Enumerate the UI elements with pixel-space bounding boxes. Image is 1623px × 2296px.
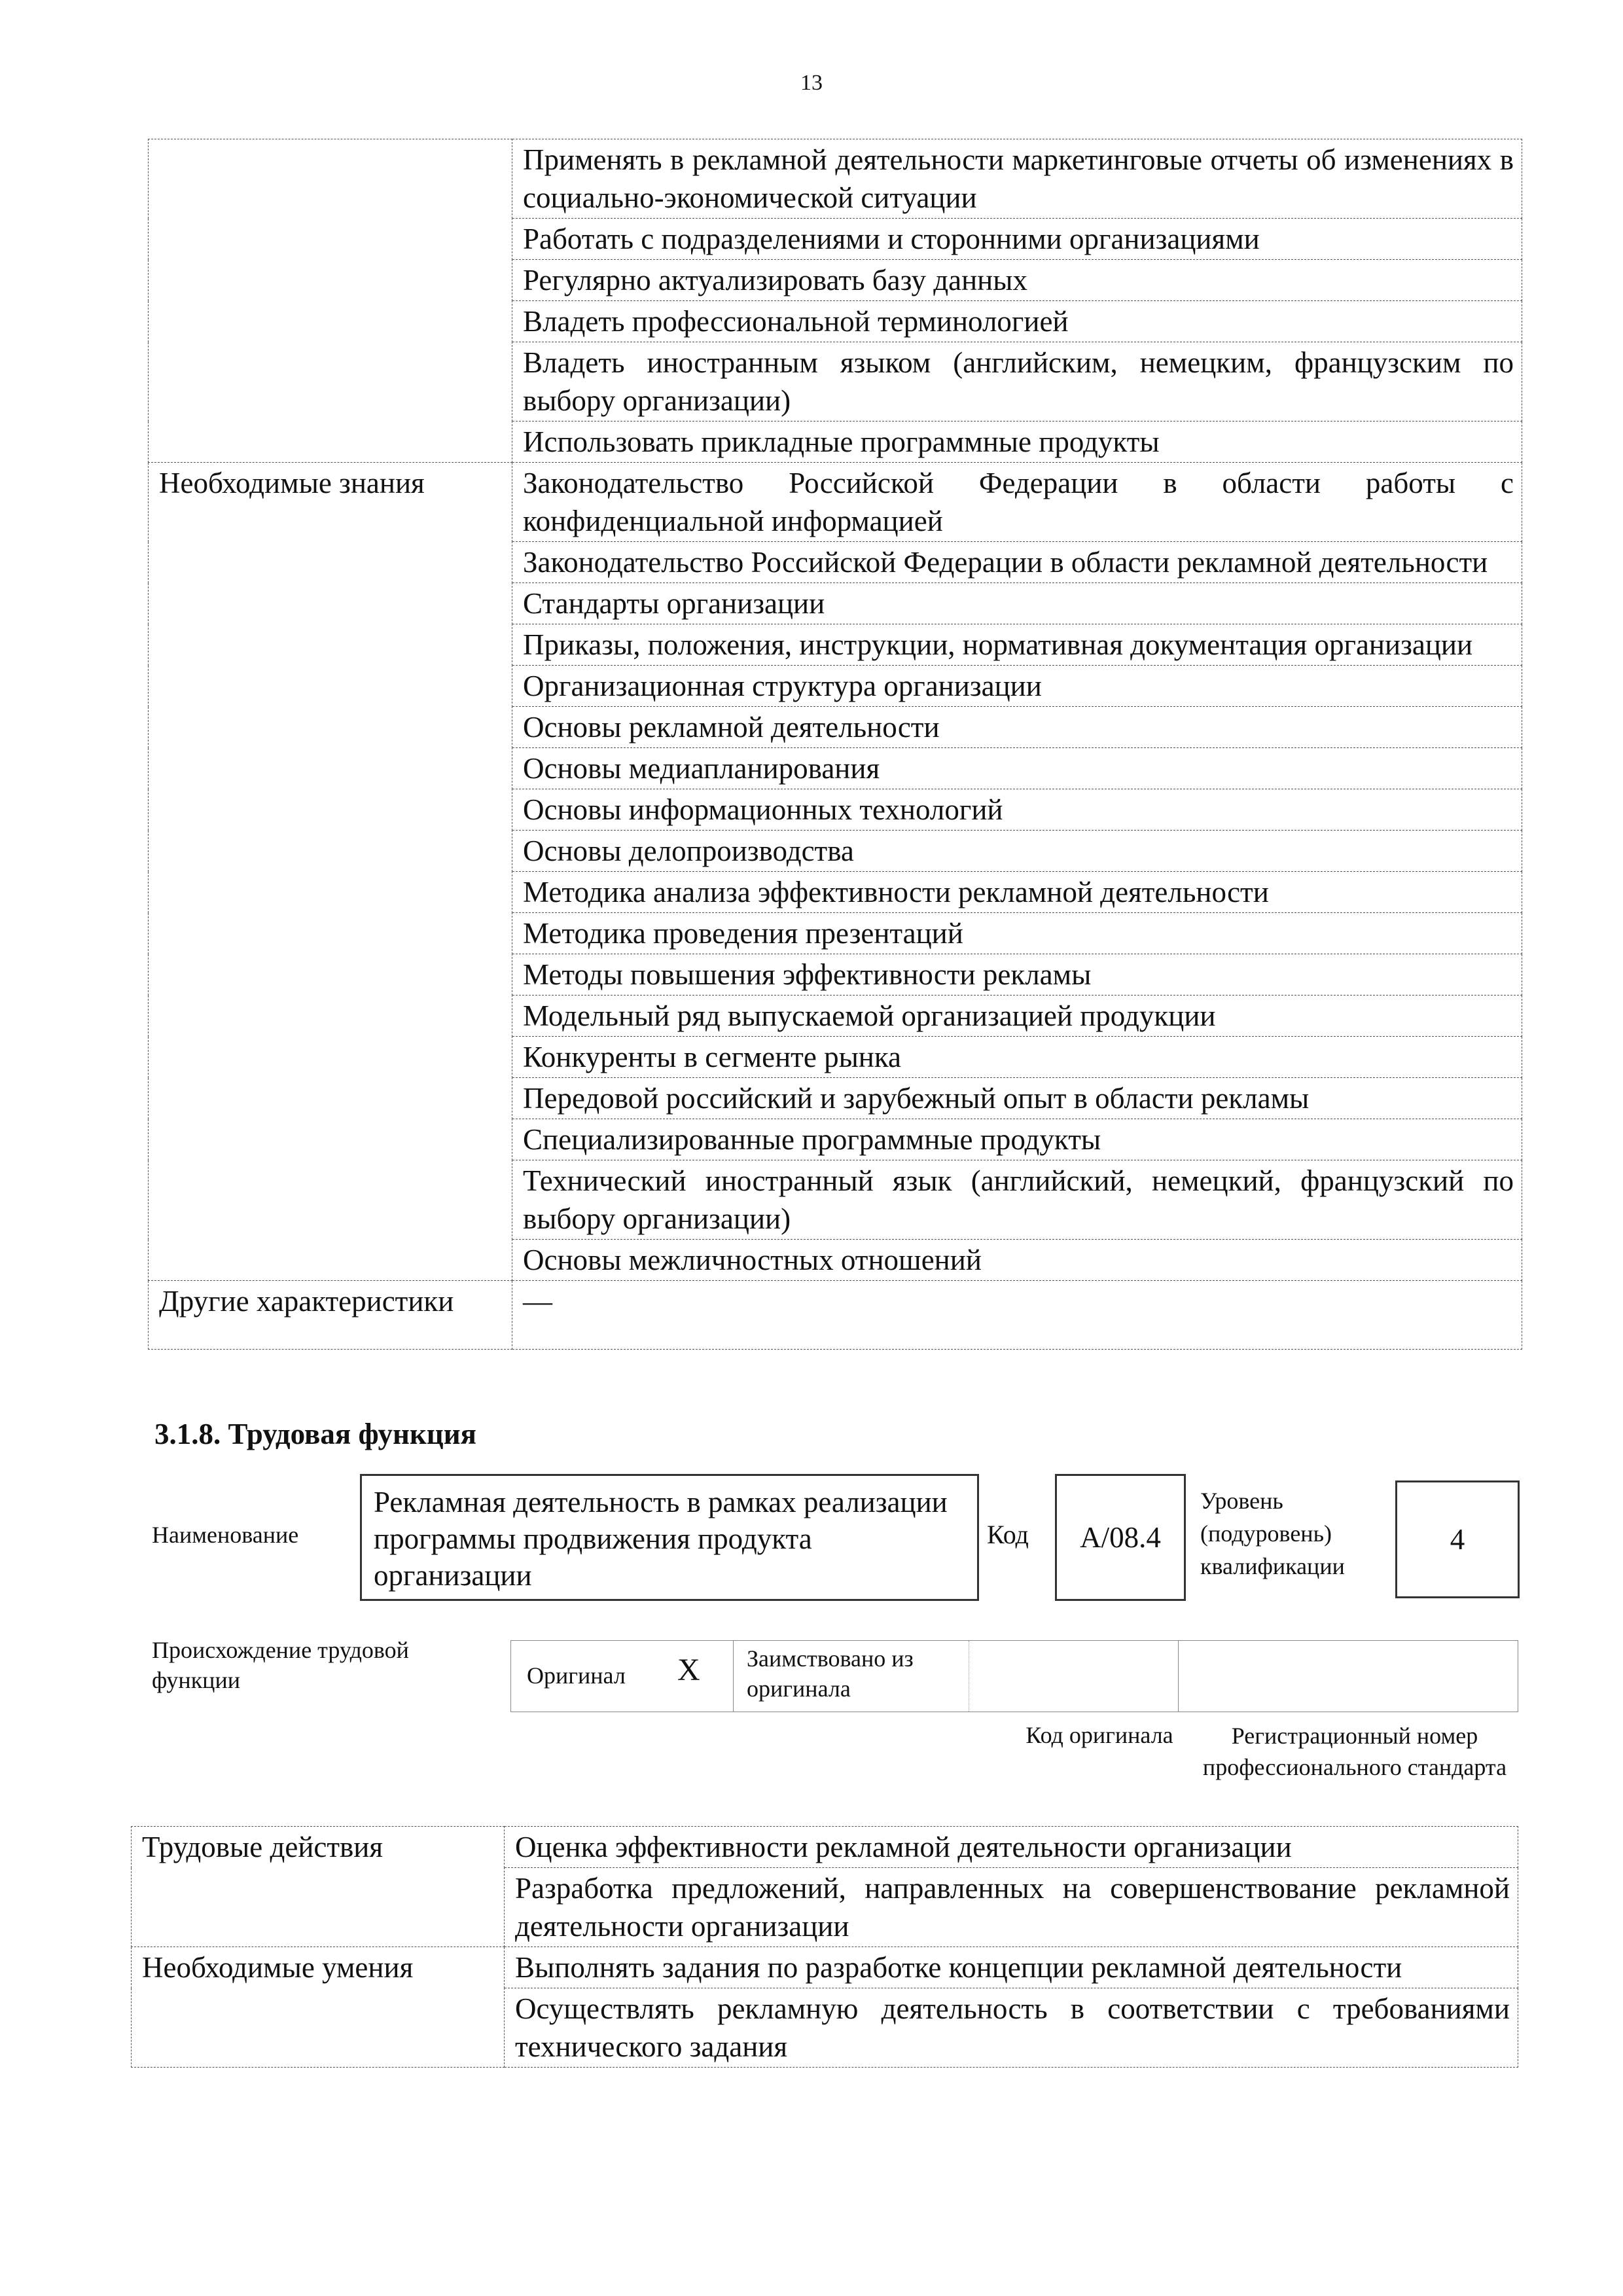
original-mark: X: [677, 1653, 700, 1687]
action-item: Оценка эффективности рекламной деятельности организации: [505, 1827, 1518, 1868]
knowledge-item: Приказы, положения, инструкции, нормативная документация организации: [512, 624, 1522, 666]
knowledge-item: Специализированные программные продукты: [512, 1119, 1522, 1160]
knowledge-item: Основы рекламной деятельности: [512, 707, 1522, 748]
function-code-box: А/08.4: [1055, 1474, 1186, 1601]
competency-table-top: [148, 139, 1522, 1350]
skill-item: Регулярно актуализировать базу данных: [512, 260, 1522, 301]
skill-item: Применять в рекламной деятельности маркетинговые отчеты об изменениях в социально-экономической ситуации: [512, 139, 1522, 219]
knowledge-item: Передовой российский и зарубежный опыт в области рекламы: [512, 1078, 1522, 1119]
skill-item: Владеть иностранным языком (английским, немецким, французским по выбору организации): [512, 342, 1522, 422]
skill-item: Использовать прикладные программные продукты: [512, 422, 1522, 463]
origin-row: [510, 1640, 1518, 1712]
level-label: Уровень (подуровень) квалификации: [1200, 1488, 1345, 1579]
page-number: 13: [800, 71, 823, 95]
competency-table-bottom: [131, 1826, 1518, 2068]
origin-reg-cell: [1179, 1641, 1519, 1712]
knowledge-item: Методика анализа эффективности рекламной деятельности: [512, 872, 1522, 913]
action-item: Разработка предложений, направленных на совершенствование рекламной деятельности организации: [505, 1868, 1518, 1947]
row-label-knowledge: Необходимые знания: [149, 463, 512, 1281]
name-label: Наименование: [152, 1522, 299, 1548]
other-item: —: [512, 1281, 1522, 1350]
knowledge-item: Основы делопроизводства: [512, 831, 1522, 872]
skill-item: Владеть профессиональной терминологией: [512, 301, 1522, 342]
row-label-other: Другие характеристики: [149, 1281, 512, 1350]
reg-number-caption: Регистрационный номер профессионального стандарта: [1202, 1723, 1507, 1780]
origin-original-cell: [511, 1641, 734, 1712]
code-original-caption: Код оригинала: [1026, 1722, 1173, 1748]
knowledge-item: Конкуренты в сегменте рынка: [512, 1037, 1522, 1078]
function-name-box: Рекламная деятельность в рамках реализации программы продвижения продукта организации: [360, 1474, 979, 1601]
knowledge-item: Основы информационных технологий: [512, 789, 1522, 831]
original-label: Оригинал: [527, 1662, 626, 1689]
ability-item: Осуществлять рекламную деятельность в соответствии с требованиями технического задания: [505, 1988, 1518, 2068]
knowledge-item: Методика проведения презентаций: [512, 913, 1522, 954]
knowledge-item: Модельный ряд выпускаемой организацией продукции: [512, 996, 1522, 1037]
knowledge-item: Законодательство Российской Федерации в области рекламной деятельности: [512, 542, 1522, 583]
skill-item: Работать с подразделениями и сторонними организациями: [512, 219, 1522, 260]
origin-borrowed-cell: [734, 1641, 969, 1712]
row-label-actions: Трудовые действия: [132, 1827, 505, 1947]
knowledge-item: Основы межличностных отношений: [512, 1240, 1522, 1281]
row-label-abilities: Необходимые умения: [132, 1947, 505, 2068]
origin-code-cell: [969, 1641, 1179, 1712]
code-label: Код: [987, 1520, 1029, 1549]
section-title: 3.1.8. Трудовая функция: [154, 1418, 477, 1450]
borrowed-label: Заимствовано из оригинала: [747, 1645, 914, 1702]
knowledge-item: Организационная структура организации: [512, 666, 1522, 707]
row-label-empty: [149, 139, 512, 463]
knowledge-item: Методы повышения эффективности рекламы: [512, 954, 1522, 996]
level-box: 4: [1395, 1480, 1520, 1598]
origin-label: Происхождение трудовой функции: [152, 1637, 409, 1693]
knowledge-item: Стандарты организации: [512, 583, 1522, 624]
knowledge-item: Законодательство Российской Федерации в области работы с конфиденциальной информацией: [512, 463, 1522, 542]
knowledge-item: Технический иностранный язык (английский, немецкий, французский по выбору организации): [512, 1160, 1522, 1240]
ability-item: Выполнять задания по разработке концепции рекламной деятельности: [505, 1947, 1518, 1988]
knowledge-item: Основы медиапланирования: [512, 748, 1522, 789]
